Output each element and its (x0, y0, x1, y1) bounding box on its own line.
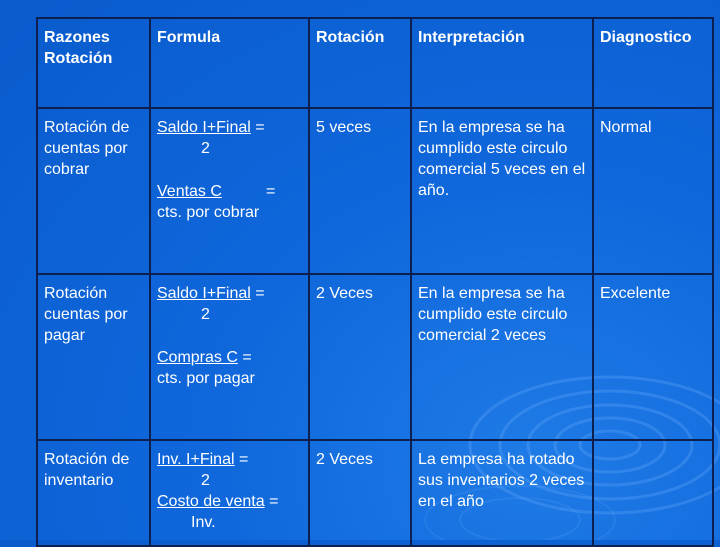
formula-denominator: 2 (201, 306, 210, 323)
formula-denominator: 2 (201, 140, 210, 157)
diagnosis-cell: Excelente (593, 274, 713, 440)
header-cell-razones: Razones Rotación (37, 18, 150, 108)
header-cell-diagnostico: Diagnostico (593, 18, 713, 108)
table-row (37, 440, 713, 546)
diagnosis-cell (593, 440, 713, 546)
formula-denominator: Inv. (191, 514, 216, 531)
header-cell-rotacion: Rotación (309, 18, 411, 108)
ratio-name-cell: Rotación de inventario (37, 440, 150, 546)
ratio-name-cell: Rotación de cuentas por cobrar (37, 108, 150, 274)
formula-line-2 (157, 347, 302, 368)
formula-equals: = (265, 183, 276, 200)
formula-line-1 (157, 117, 302, 138)
formula-numerator: Ventas C (157, 183, 222, 200)
financial-ratios-table (36, 17, 714, 547)
header-cell-interpretacion: Interpretación (411, 18, 593, 108)
table-row (37, 274, 713, 440)
formula-cell (150, 108, 309, 274)
formula-numerator: Costo de venta (157, 493, 265, 510)
interpretation-cell: En la empresa se ha cumplido este circulo comercial 5 veces en el año. (411, 108, 593, 274)
formula-numerator: Inv. I+Final (157, 451, 235, 468)
diagnosis-cell: Normal (593, 108, 713, 274)
formula-numerator: Compras C (157, 349, 238, 366)
formula-equals: = (237, 349, 252, 366)
table-row (37, 108, 713, 274)
header-cell-formula: Formula (150, 18, 309, 108)
rotation-value-cell: 2 Veces (309, 274, 411, 440)
formula-equals: = (250, 285, 265, 302)
formula-numerator: Saldo I+Final (157, 119, 251, 136)
ratio-name-cell: Rotación cuentas por pagar (37, 274, 150, 440)
formula-equals: = (234, 451, 249, 468)
formula-equals: = (264, 493, 279, 510)
formula-equals: = (250, 119, 265, 136)
formula-denominator: cts. por pagar (157, 370, 255, 387)
table-header-row (37, 18, 713, 108)
rotation-value-cell: 5 veces (309, 108, 411, 274)
interpretation-cell: La empresa ha rotado sus inventarios 2 veces en el año (411, 440, 593, 546)
formula-numerator: Saldo I+Final (157, 285, 251, 302)
formula-denominator: cts. por cobrar (157, 204, 260, 221)
rotation-value-cell: 2 Veces (309, 440, 411, 546)
formula-cell (150, 274, 309, 440)
interpretation-cell: En la empresa se ha cumplido este circulo comercial 2 veces (411, 274, 593, 440)
formula-cell (150, 440, 309, 546)
formula-line-1 (157, 449, 302, 470)
formula-denominator: 2 (201, 472, 210, 489)
formula-line-1 (157, 283, 302, 304)
formula-line-2 (157, 491, 302, 512)
formula-line-2 (157, 181, 302, 202)
